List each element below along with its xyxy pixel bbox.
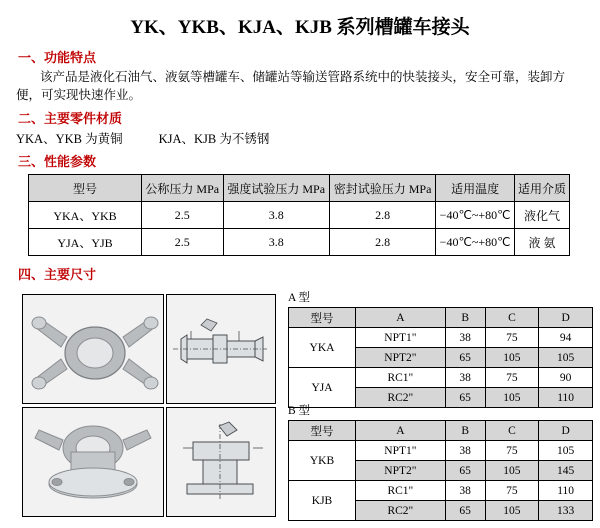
- dim-b-header-cell: C: [485, 421, 539, 441]
- materials-line: [16, 129, 600, 147]
- dim-b-cell: 65: [445, 461, 485, 481]
- section-heading-performance: 三、性能参数: [18, 154, 97, 169]
- page-title: YK、YKB、KJA、KJB 系列槽罐车接头: [130, 17, 470, 38]
- perf-cell: 液 氨: [515, 229, 570, 256]
- perf-cell: 3.8: [223, 229, 329, 256]
- perf-cell: −40℃~+80℃: [436, 202, 515, 229]
- dim-b-cell: 65: [445, 501, 485, 521]
- perf-header-cell: 型号: [29, 175, 142, 202]
- dim-a-cell: 38: [445, 328, 485, 348]
- dim-a-header-cell: 型号: [289, 308, 356, 328]
- drawing-a-frame: [166, 294, 276, 404]
- perf-cell: 2.5: [142, 202, 224, 229]
- dim-a-cell: NPT2": [356, 348, 446, 368]
- dim-b-cell: NPT1": [356, 441, 446, 461]
- table-row: [289, 441, 593, 461]
- dim-a-caption: A 型: [288, 292, 311, 304]
- section-heading-features: 一、功能特点: [18, 50, 97, 65]
- dim-b-cell: 75: [485, 441, 539, 461]
- table-header-row: [29, 175, 570, 202]
- dim-b-header-cell: A: [356, 421, 446, 441]
- dim-a-cell: NPT1": [356, 328, 446, 348]
- dim-a-cell: RC1": [356, 368, 446, 388]
- table-row: [289, 328, 593, 348]
- dim-b-cell: NPT2": [356, 461, 446, 481]
- dim-b-header-cell: 型号: [289, 421, 356, 441]
- perf-cell: YJA、YJB: [29, 229, 142, 256]
- coupling-photo-a-image: [23, 295, 163, 403]
- dim-a-cell: 75: [485, 368, 539, 388]
- dim-b-header-cell: B: [445, 421, 485, 441]
- dim-a-header-cell: D: [539, 308, 593, 328]
- dim-b-header-cell: D: [539, 421, 593, 441]
- dim-b-cell: RC1": [356, 481, 446, 501]
- section-heading-dimensions: 四、主要尺寸: [18, 267, 97, 282]
- document-page: [0, 12, 600, 528]
- dim-b-cell: 105: [539, 441, 593, 461]
- dim-b-cell: 105: [485, 461, 539, 481]
- dim-a-block: [288, 289, 593, 408]
- perf-cell: 3.8: [223, 202, 329, 229]
- dim-b-cell: RC2": [356, 501, 446, 521]
- dim-a-cell: 75: [485, 328, 539, 348]
- performance-table: [28, 174, 570, 256]
- perf-cell: 2.5: [142, 229, 224, 256]
- dim-b-model: YKB: [289, 441, 356, 481]
- dim-b-model: KJB: [289, 481, 356, 521]
- dim-a-header-cell: A: [356, 308, 446, 328]
- dim-a-cell: 38: [445, 368, 485, 388]
- dim-a-cell: 105: [485, 388, 539, 408]
- dim-a-cell: RC2": [356, 388, 446, 408]
- dimension-table-b: [288, 420, 593, 521]
- table-row: [29, 229, 570, 256]
- coupling-drawing-a-image: [167, 295, 275, 403]
- perf-header-cell: 适用温度: [436, 175, 515, 202]
- dimension-table-a: [288, 307, 593, 408]
- perf-cell: 2.8: [329, 229, 435, 256]
- dim-a-cell: 90: [539, 368, 593, 388]
- perf-cell: −40℃~+80℃: [436, 229, 515, 256]
- table-row: [29, 202, 570, 229]
- photo-b-frame: [22, 407, 164, 517]
- dim-a-cell: 105: [539, 348, 593, 368]
- dim-b-cell: 38: [445, 441, 485, 461]
- perf-header-cell: 公称压力 MPa: [142, 175, 224, 202]
- materials-left: YKA、YKB 为黄铜: [16, 132, 123, 146]
- section-heading-materials: 二、主要零件材质: [18, 111, 123, 126]
- coupling-drawing-b-image: [167, 408, 275, 516]
- dim-b-cell: 145: [539, 461, 593, 481]
- dim-b-caption: B 型: [288, 405, 311, 417]
- dim-a-model: YKA: [289, 328, 356, 368]
- dim-b-cell: 75: [485, 481, 539, 501]
- table-row: [289, 481, 593, 501]
- dim-a-cell: 94: [539, 328, 593, 348]
- dim-a-cell: 65: [445, 348, 485, 368]
- dim-b-cell: 38: [445, 481, 485, 501]
- dim-b-cell: 105: [485, 501, 539, 521]
- perf-header-cell: 密封试验压力 MPa: [329, 175, 435, 202]
- table-header-row: [289, 308, 593, 328]
- dim-b-cell: 110: [539, 481, 593, 501]
- dim-a-header-cell: B: [445, 308, 485, 328]
- dim-a-cell: 65: [445, 388, 485, 408]
- materials-right: KJA、KJB 为不锈钢: [158, 132, 270, 146]
- photo-a-frame: [22, 294, 164, 404]
- perf-cell: 液化气: [515, 202, 570, 229]
- perf-header-cell: 强度试验压力 MPa: [223, 175, 329, 202]
- coupling-photo-b-image: [23, 408, 163, 516]
- dim-a-model: YJA: [289, 368, 356, 408]
- perf-header-cell: 适用介质: [515, 175, 570, 202]
- table-header-row: [289, 421, 593, 441]
- table-row: [289, 368, 593, 388]
- features-paragraph: 该产品是液化石油气、液氨等槽罐车、储罐站等输送管路系统中的快装接头，安全可靠，装卸方便，可实现快速作业。: [16, 70, 566, 102]
- dim-a-cell: 110: [539, 388, 593, 408]
- dim-b-cell: 133: [539, 501, 593, 521]
- dim-a-cell: 105: [485, 348, 539, 368]
- perf-cell: 2.8: [329, 202, 435, 229]
- dim-a-header-cell: C: [485, 308, 539, 328]
- drawing-b-frame: [166, 407, 276, 517]
- dim-b-block: [288, 402, 593, 521]
- perf-cell: YKA、YKB: [29, 202, 142, 229]
